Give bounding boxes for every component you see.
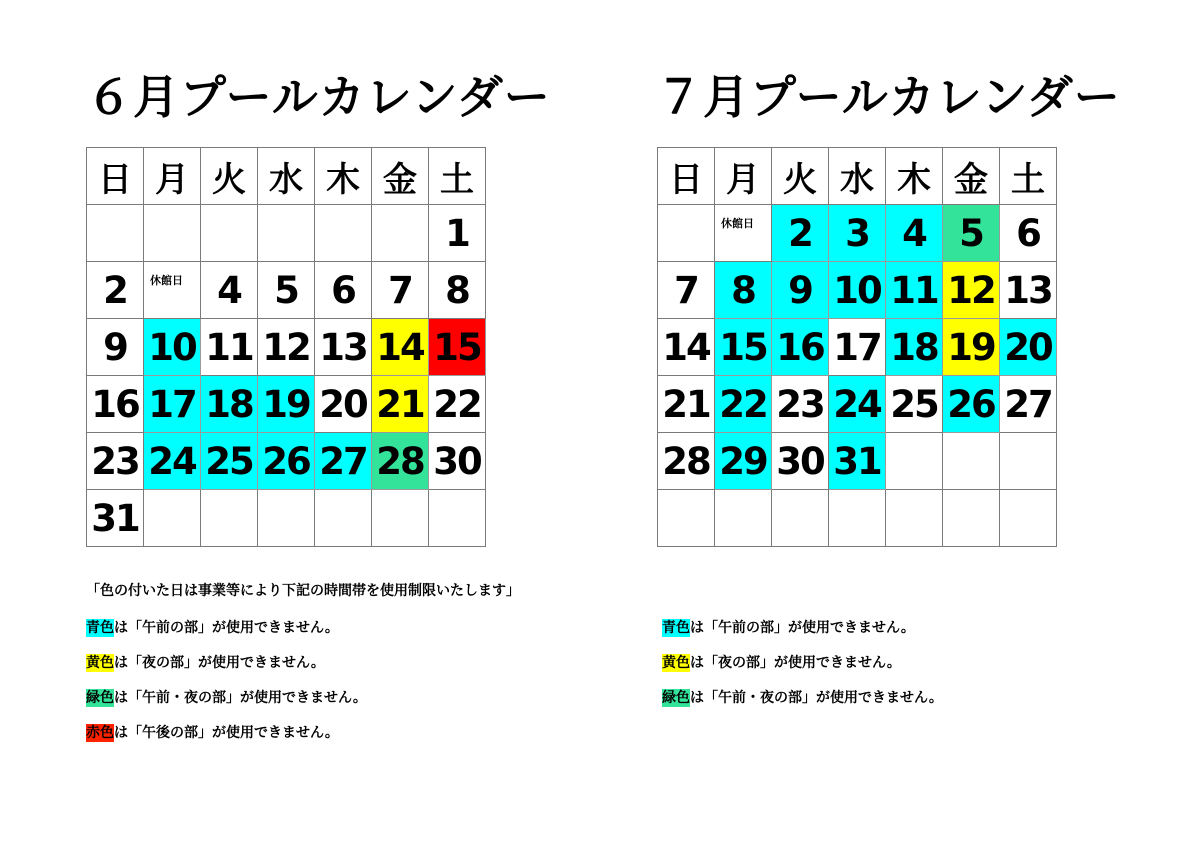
week-row (658, 490, 1057, 547)
day-cell-16: 16 (772, 319, 829, 376)
july-calendar-grid (657, 147, 1057, 547)
week-row (658, 262, 1057, 319)
day-cell-11: 11 (886, 262, 943, 319)
usage-restriction-notice: 「色の付いた日は事業等により下記の時間帯を使用制限いたします」 (86, 583, 520, 599)
weekday-header: 日 (658, 148, 715, 205)
week-row (87, 205, 486, 262)
day-cell-25: 25 (201, 433, 258, 490)
weekday-header-row (658, 148, 1057, 205)
empty-day-cell (258, 490, 315, 547)
day-cell-24: 24 (144, 433, 201, 490)
day-cell-24: 24 (829, 376, 886, 433)
day-cell-1: 1 (429, 205, 486, 262)
day-cell-16: 16 (87, 376, 144, 433)
day-cell-5: 5 (258, 262, 315, 319)
day-cell-5: 5 (943, 205, 1000, 262)
empty-day-cell (715, 205, 772, 262)
day-cell-4: 4 (201, 262, 258, 319)
day-cell-8: 8 (429, 262, 486, 319)
day-cell-3: 3 (829, 205, 886, 262)
empty-day-cell (715, 490, 772, 547)
empty-day-cell (943, 490, 1000, 547)
weekday-header: 土 (1000, 148, 1057, 205)
week-row (87, 319, 486, 376)
day-cell-31: 31 (87, 490, 144, 547)
legend-color-label: 黄色 (662, 655, 690, 671)
day-cell-18: 18 (886, 319, 943, 376)
empty-day-cell (1000, 433, 1057, 490)
weekday-header: 金 (943, 148, 1000, 205)
empty-day-cell (258, 205, 315, 262)
legend-color-label: 赤色 (86, 725, 114, 741)
week-row (87, 433, 486, 490)
legend-description: は「午前の部」が使用できません。 (690, 620, 915, 636)
day-cell-4: 4 (886, 205, 943, 262)
day-cell-8: 8 (715, 262, 772, 319)
empty-day-cell (144, 490, 201, 547)
day-cell-12: 12 (258, 319, 315, 376)
week-row (658, 205, 1057, 262)
july-calendar-title: ７月プールカレンダー (656, 70, 1121, 124)
empty-day-cell (144, 262, 201, 319)
empty-day-cell (1000, 490, 1057, 547)
week-row (658, 433, 1057, 490)
week-row (87, 262, 486, 319)
legend-description: は「夜の部」が使用できません。 (690, 655, 901, 671)
legend-color-label: 青色 (662, 620, 690, 636)
empty-day-cell (144, 205, 201, 262)
day-cell-10: 10 (144, 319, 201, 376)
week-row (658, 376, 1057, 433)
day-cell-23: 23 (87, 433, 144, 490)
day-cell-19: 19 (258, 376, 315, 433)
legend-item-green (86, 687, 367, 707)
empty-day-cell (315, 205, 372, 262)
weekday-header: 月 (715, 148, 772, 205)
day-cell-22: 22 (715, 376, 772, 433)
day-cell-23: 23 (772, 376, 829, 433)
day-cell-30: 30 (429, 433, 486, 490)
day-cell-12: 12 (943, 262, 1000, 319)
legend-description: は「午前・夜の部」が使用できません。 (690, 690, 943, 706)
empty-day-cell (829, 490, 886, 547)
legend-description: は「午後の部」が使用できません。 (114, 725, 339, 741)
closed-day-note: 休館日 (721, 217, 754, 230)
day-cell-14: 14 (658, 319, 715, 376)
empty-day-cell (658, 205, 715, 262)
legend-color-label: 黄色 (86, 655, 114, 671)
weekday-header: 水 (258, 148, 315, 205)
legend-description: は「午前・夜の部」が使用できません。 (114, 690, 367, 706)
day-cell-14: 14 (372, 319, 429, 376)
day-cell-26: 26 (943, 376, 1000, 433)
closed-day-note: 休館日 (150, 274, 183, 287)
weekday-header: 火 (772, 148, 829, 205)
legend-item-yellow (86, 652, 325, 672)
empty-day-cell (87, 205, 144, 262)
empty-day-cell (201, 205, 258, 262)
legend-item-red (86, 722, 339, 742)
day-cell-27: 27 (1000, 376, 1057, 433)
week-row (658, 319, 1057, 376)
day-cell-20: 20 (1000, 319, 1057, 376)
day-cell-27: 27 (315, 433, 372, 490)
legend-item-blue (86, 617, 339, 637)
empty-day-cell (429, 490, 486, 547)
day-cell-28: 28 (372, 433, 429, 490)
day-cell-7: 7 (372, 262, 429, 319)
weekday-header: 火 (201, 148, 258, 205)
day-cell-7: 7 (658, 262, 715, 319)
day-cell-17: 17 (144, 376, 201, 433)
day-cell-21: 21 (658, 376, 715, 433)
day-cell-20: 20 (315, 376, 372, 433)
day-cell-15: 15 (715, 319, 772, 376)
day-cell-26: 26 (258, 433, 315, 490)
legend-color-label: 緑色 (86, 690, 114, 706)
week-row (87, 490, 486, 547)
weekday-header: 木 (315, 148, 372, 205)
day-cell-13: 13 (1000, 262, 1057, 319)
weekday-header: 月 (144, 148, 201, 205)
legend-item-yellow (662, 652, 901, 672)
week-row (87, 376, 486, 433)
day-cell-9: 9 (87, 319, 144, 376)
empty-day-cell (372, 490, 429, 547)
day-cell-25: 25 (886, 376, 943, 433)
day-cell-30: 30 (772, 433, 829, 490)
day-cell-6: 6 (315, 262, 372, 319)
weekday-header: 水 (829, 148, 886, 205)
legend-description: は「午前の部」が使用できません。 (114, 620, 339, 636)
day-cell-2: 2 (87, 262, 144, 319)
day-cell-2: 2 (772, 205, 829, 262)
empty-day-cell (201, 490, 258, 547)
weekday-header: 土 (429, 148, 486, 205)
day-cell-29: 29 (715, 433, 772, 490)
empty-day-cell (658, 490, 715, 547)
day-cell-6: 6 (1000, 205, 1057, 262)
legend-color-label: 緑色 (662, 690, 690, 706)
day-cell-9: 9 (772, 262, 829, 319)
day-cell-22: 22 (429, 376, 486, 433)
empty-day-cell (886, 433, 943, 490)
day-cell-13: 13 (315, 319, 372, 376)
legend-color-label: 青色 (86, 620, 114, 636)
weekday-header: 木 (886, 148, 943, 205)
day-cell-10: 10 (829, 262, 886, 319)
weekday-header-row (87, 148, 486, 205)
legend-item-blue (662, 617, 915, 637)
weekday-header: 日 (87, 148, 144, 205)
day-cell-21: 21 (372, 376, 429, 433)
day-cell-31: 31 (829, 433, 886, 490)
legend-description: は「夜の部」が使用できません。 (114, 655, 325, 671)
legend-item-green (662, 687, 943, 707)
day-cell-18: 18 (201, 376, 258, 433)
june-calendar-grid (86, 147, 486, 547)
day-cell-15: 15 (429, 319, 486, 376)
empty-day-cell (886, 490, 943, 547)
weekday-header: 金 (372, 148, 429, 205)
day-cell-28: 28 (658, 433, 715, 490)
day-cell-17: 17 (829, 319, 886, 376)
day-cell-19: 19 (943, 319, 1000, 376)
empty-day-cell (772, 490, 829, 547)
empty-day-cell (315, 490, 372, 547)
june-calendar-title: ６月プールカレンダー (86, 70, 551, 124)
empty-day-cell (372, 205, 429, 262)
empty-day-cell (943, 433, 1000, 490)
day-cell-11: 11 (201, 319, 258, 376)
